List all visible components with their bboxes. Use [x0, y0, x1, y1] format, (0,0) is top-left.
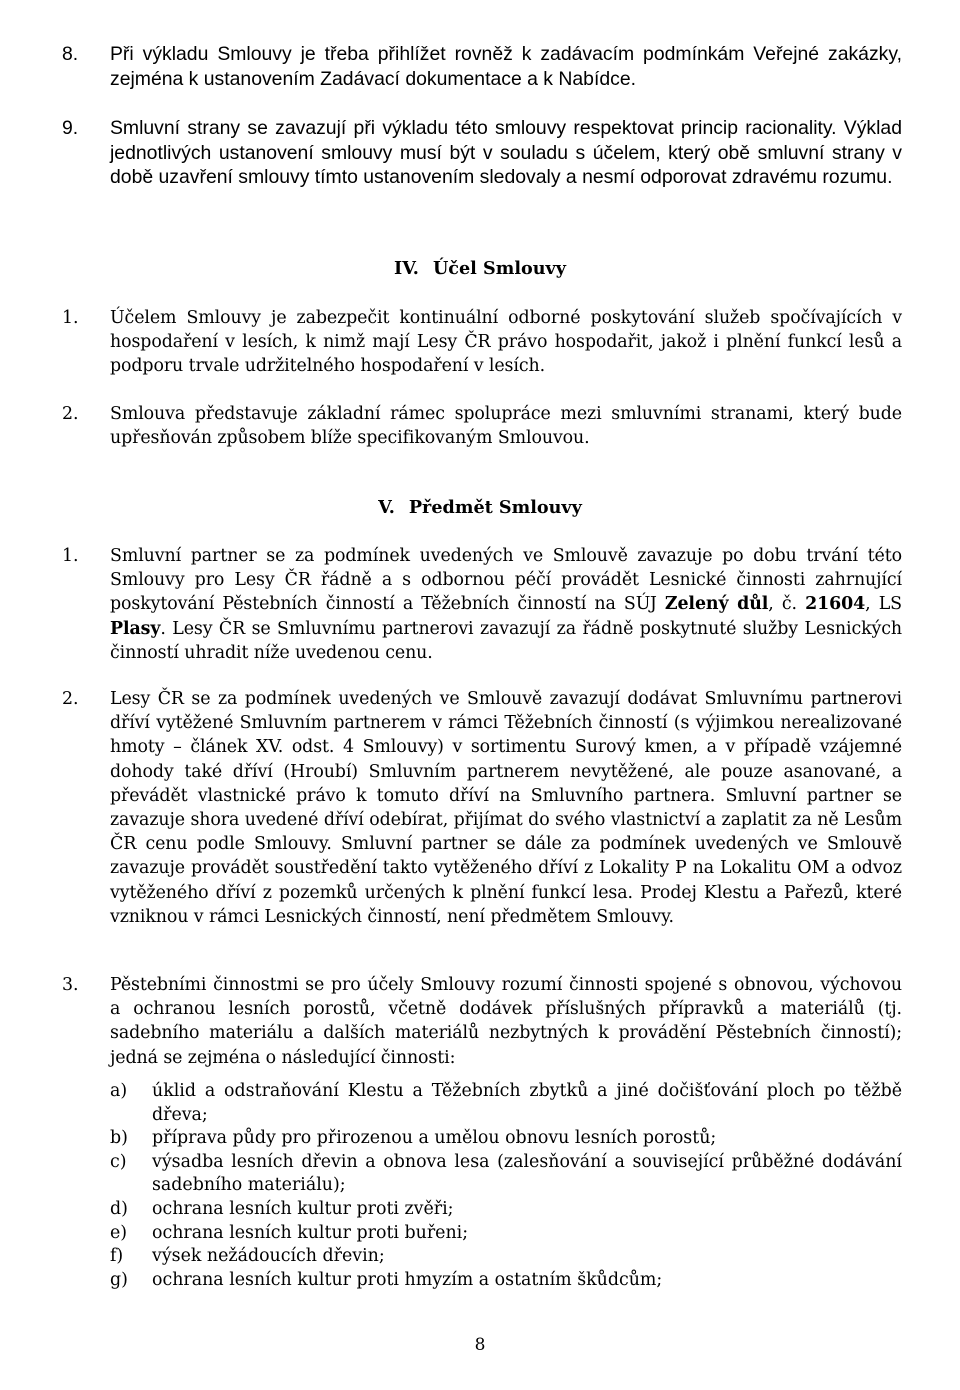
heading-title: Předmět Smlouvy — [408, 497, 582, 518]
list-item-label: e) — [110, 1222, 128, 1243]
text-run: . Lesy ČR se Smluvnímu partnerovi zavazují za řádně poskytnuté služby Lesnických činností uhradit níže uvedenou cenu. — [110, 618, 902, 663]
paragraph-number: 2. — [62, 689, 79, 709]
heading-title: Účel Smlouvy — [432, 258, 566, 279]
section-heading-v — [0, 497, 960, 518]
heading-number: V. — [378, 497, 395, 518]
paragraph-number: 2. — [62, 404, 79, 424]
paragraph-number: 3. — [62, 975, 79, 995]
section-iv-paragraph-1 — [62, 306, 902, 379]
paragraph-text: Účelem Smlouvy je zabezpečit kontinuální odborné poskytování služeb spočívajících v hospodaření v lesích, k nimž mají Lesy ČR právo hospodařit, jakož i plnění funkcí lesů a podporu trvale udržitelného hospodaření v lesích. — [110, 308, 902, 377]
text-run: , č. — [768, 594, 806, 615]
paragraph-number: 8. — [62, 43, 79, 65]
list-item-text: ochrana lesních kultur proti buřeni; — [152, 1222, 469, 1243]
activity-list — [110, 1080, 902, 1292]
list-item — [110, 1198, 902, 1222]
heading-number: IV. — [394, 258, 419, 279]
list-item-label: a) — [110, 1081, 128, 1101]
section-iv-paragraph-2 — [62, 402, 902, 450]
list-item-label: b) — [110, 1128, 128, 1149]
list-item-text: výsadba lesních dřevin a obnova lesa (zalesňování a související průběžné dodávání sadebního materiálu); — [152, 1151, 902, 1196]
paragraph-text — [110, 544, 902, 665]
list-item-text: úklid a odstraňování Klestu a Těžebních zbytků a jiné dočišťování ploch po těžbě dřeva; — [152, 1081, 902, 1125]
paragraph-text: Pěstebními činnostmi se pro účely Smlouvy rozumí činnosti spojené s obnovou, výchovou a ochranou lesních porostů, včetně dodávek příslušných přípravků a materiálů (tj. sadebního materiálu a dalších materiálů nezbytných k provádění Pěstebních činností); jedná se zejména o následující činnosti: — [110, 975, 902, 1068]
ls-name: Plasy — [110, 618, 161, 639]
list-item — [110, 1127, 902, 1151]
section-v-paragraph-3 — [62, 973, 902, 1070]
list-item — [110, 1151, 902, 1198]
list-item-label: g) — [110, 1269, 128, 1290]
list-item — [110, 1269, 902, 1293]
list-item — [110, 1245, 902, 1269]
page-number: 8 — [474, 1335, 486, 1355]
list-item-label: d) — [110, 1198, 128, 1219]
list-item-text: ochrana lesních kultur proti hmyzím a ostatním škůdcům; — [152, 1269, 663, 1290]
paragraph-9 — [62, 116, 902, 190]
paragraph-number: 9. — [62, 117, 79, 139]
list-item-text: příprava půdy pro přirozenou a umělou obnovu lesních porostů; — [152, 1128, 717, 1149]
paragraph-text: Smluvní strany se zavazují při výkladu této smlouvy respektovat princip racionality. Výklad jednotlivých ustanovení smlouvy musí být v souladu s účelem, který obě smluvní strany v době uzavření smlouvy tímto ustanovením sledovaly a nesmí odporovat zdravému rozumu. — [110, 117, 902, 188]
list-item-label: f) — [110, 1246, 124, 1267]
paragraph-text: Smlouva představuje základní rámec spolupráce mezi smluvními stranami, který bude upřesňován způsobem blíže specifikovaným Smlouvou. — [110, 404, 902, 449]
list-item-label: c) — [110, 1151, 127, 1172]
list-item — [110, 1080, 902, 1127]
suj-number: 21604 — [805, 594, 866, 615]
paragraph-text: Při výkladu Smlouvy je třeba přihlížet rovněž k zadávacím podmínkám Veřejné zakázky, zejména k ustanovením Zadávací dokumentace a k Nabídce. — [110, 43, 902, 90]
list-item-text: výsek nežádoucích dřevin; — [152, 1246, 385, 1267]
text-run: Smluvní partner se za podmínek uvedených ve Smlouvě zavazuje po dobu trvání této Smlouvy pro Lesy ČR řádně a s odbornou péčí provádět Lesnické činnosti zahrnující poskytování Pěstebních činností a Těžebních činností na SÚJ — [110, 546, 902, 615]
list-item — [110, 1222, 902, 1246]
suj-name: Zelený důl — [664, 594, 769, 615]
paragraph-8 — [62, 42, 902, 91]
text-run: , LS — [865, 594, 902, 615]
section-heading-iv — [0, 258, 960, 279]
paragraph-number: 1. — [62, 308, 79, 328]
list-item-text: ochrana lesních kultur proti zvěři; — [152, 1198, 454, 1219]
section-v-paragraph-2 — [62, 687, 902, 929]
paragraph-text: Lesy ČR se za podmínek uvedených ve Smlouvě zavazují dodávat Smluvnímu partnerovi dříví vytěžené Smluvním partnerem v rámci Těžebních činností (s výjimkou nerealizované hmoty – článek XV. odst. 4 Smlouvy) v sortimentu Surový kmen, a v případě vzájemné dohody také dříví (Hroubí) Smluvním partnerem nevytěžené, ale pouze asanované, a převádět vlastnické právo k tomuto dříví na Smluvního partnera. Smluvní partner se zavazuje shora uvedené dříví odebírat, přijímat do svého vlastnictví a zaplatit za ně Lesům ČR cenu podle Smlouvy. Smluvní partner se dále za podmínek uvedených ve Smlouvě zavazuje provádět soustředění takto vytěženého dříví z Lokality P na Lokalitu OM a odvoz vytěženého dříví z pozemků určených k plnění funkcí lesa. Prodej Klestu a Pařezů, které vzniknou v rámci Lesnických činností, není předmětem Smlouvy. — [110, 689, 902, 927]
section-v-paragraph-1 — [62, 544, 902, 665]
paragraph-number: 1. — [62, 546, 79, 566]
